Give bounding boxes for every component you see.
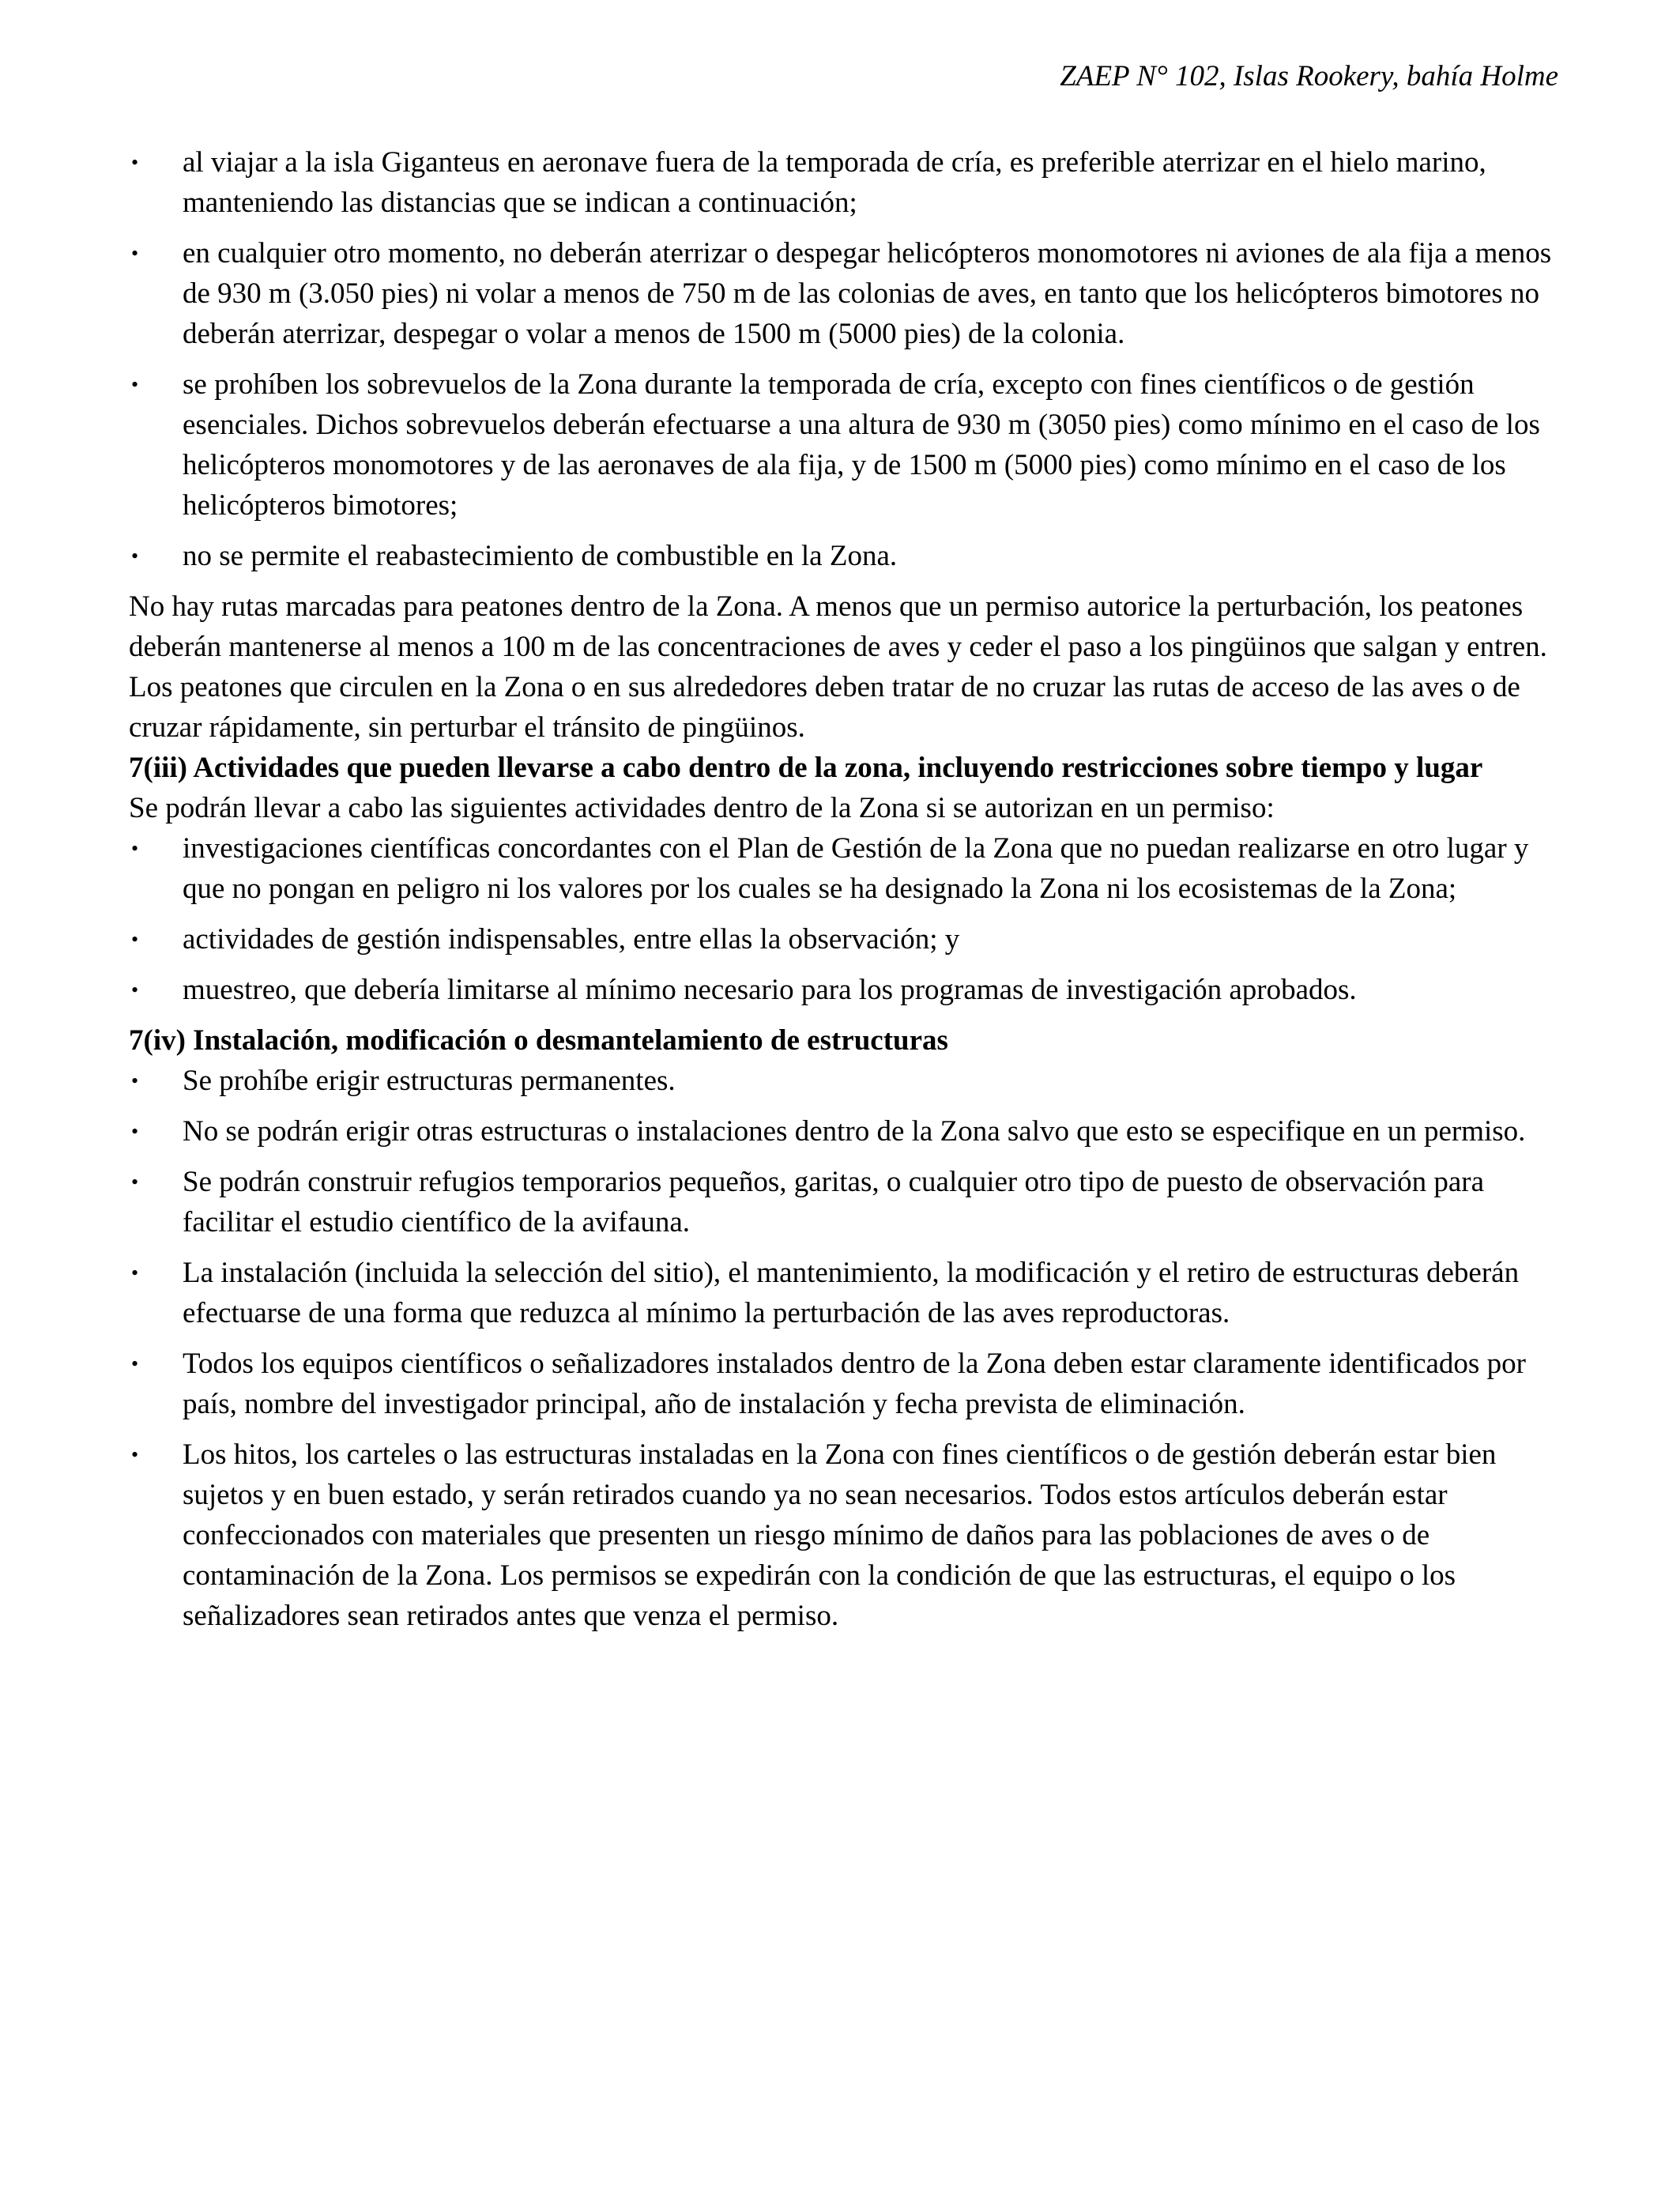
section-heading-7iii: 7(iii) Actividades que pueden llevarse a cabo dentro de la zona, incluyendo restricciones sobre tiempo y lugar — [129, 752, 1483, 784]
bullet-icon: • — [131, 1069, 139, 1092]
list-item — [129, 1162, 1561, 1242]
bullet-icon: • — [131, 1261, 139, 1284]
bullet-icon: • — [131, 928, 139, 951]
bullet-icon: • — [131, 373, 139, 396]
pedestrian-paragraph: No hay rutas marcadas para peatones dentro de la Zona. A menos que un permiso autorice la perturbación, los peatones deberán mantenerse al menos a 100 m de las concentraciones de aves y ceder el paso a los pingüinos que salgan y entren. Los peatones que circulen en la Zona o en sus alrededores deben tratar de no cruzar las rutas de acceso de las aves o de cruzar rápidamente, sin perturbar el tránsito de pingüinos. — [129, 590, 1547, 744]
list-item-text: en cualquier otro momento, no deberán aterrizar o despegar helicópteros monomotores ni aviones de ala fija a menos de 930 m (3.050 pies) ni volar a menos de 750 m de las colonias de aves, en tanto que los helicópteros bimotores no deberán aterrizar, despegar o volar a menos de 1500 m (5000 pies) de la colonia. — [183, 237, 1552, 350]
list-item — [129, 364, 1561, 526]
list-item — [129, 233, 1561, 354]
activities-list — [129, 828, 1561, 1010]
bullet-icon: • — [131, 837, 139, 860]
list-item-text: no se permite el reabastecimiento de combustible en la Zona. — [183, 540, 898, 572]
list-item — [129, 536, 1561, 576]
list-item-text: muestreo, que debería limitarse al mínimo necesario para los programas de investigación aprobados. — [183, 974, 1357, 1006]
list-item — [129, 1061, 1561, 1101]
list-item — [129, 1434, 1561, 1636]
bullet-icon: • — [131, 1443, 139, 1466]
section-heading-7iv: 7(iv) Instalación, modificación o desmantelamiento de estructuras — [129, 1024, 948, 1057]
list-item — [129, 1253, 1561, 1333]
bullet-icon: • — [131, 1352, 139, 1375]
list-item-text: se prohíben los sobrevuelos de la Zona durante la temporada de cría, excepto con fines científicos o de gestión esenciales. Dichos sobrevuelos deberán efectuarse a una altura de 930 m (3050 pies) como mínimo en el caso de los helicópteros monomotores y de las aeronaves de ala fija, y de 1500 m (5000 pies) como mínimo en el caso de los helicópteros bimotores; — [183, 368, 1540, 522]
list-item-text: Todos los equipos científicos o señalizadores instalados dentro de la Zona deben estar claramente identificados por país, nombre del investigador principal, año de instalación y fecha prevista de eliminación. — [183, 1348, 1526, 1420]
bullet-icon: • — [131, 242, 139, 265]
bullet-icon: • — [131, 151, 139, 174]
list-item — [129, 919, 1561, 959]
list-item-text: Se podrán construir refugios temporarios pequeños, garitas, o cualquier otro tipo de puesto de observación para facilitar el estudio científico de la avifauna. — [183, 1166, 1485, 1238]
bullet-icon: • — [131, 1120, 139, 1143]
list-item-text: La instalación (incluida la selección del sitio), el mantenimiento, la modificación y el retiro de estructuras deberán efectuarse de una forma que reduzca al mínimo la perturbación de las aves reproductoras. — [183, 1257, 1520, 1329]
bullet-icon: • — [131, 978, 139, 1001]
list-item-text: Los hitos, los carteles o las estructuras instaladas en la Zona con fines científicos o de gestión deberán estar bien sujetos y en buen estado, y serán retirados cuando ya no sean necesarios. Todos estos artículos deberán estar confeccionados con materiales que presenten un riesgo mínimo de daños para las poblaciones de aves o de contaminación de la Zona. Los permisos se expedirán con la condición de que las estructuras, el equipo o los señalizadores sean retirados antes que venza el permiso. — [183, 1438, 1497, 1632]
list-item-text: Se prohíbe erigir estructuras permanentes. — [183, 1065, 676, 1097]
list-item-text: actividades de gestión indispensables, entre ellas la observación; y — [183, 923, 960, 956]
bullet-icon: • — [131, 545, 139, 567]
section-7iii-lead: Se podrán llevar a cabo las siguientes actividades dentro de la Zona si se autorizan en un permiso: — [129, 792, 1275, 824]
structures-list — [129, 1061, 1561, 1636]
list-item — [129, 970, 1561, 1010]
list-item-text: No se podrán erigir otras estructuras o instalaciones dentro de la Zona salvo que esto se especifique en un permiso. — [183, 1115, 1526, 1148]
list-item — [129, 828, 1561, 909]
list-item — [129, 1111, 1561, 1152]
aircraft-rules-list — [129, 142, 1561, 576]
list-item-text: al viajar a la isla Giganteus en aeronave fuera de la temporada de cría, es preferible aterrizar en el hielo marino, manteniendo las distancias que se indican a continuación; — [183, 146, 1486, 219]
running-header: ZAEP N° 102, Islas Rookery, bahía Holme — [1060, 60, 1558, 92]
page-content — [129, 142, 1561, 1646]
list-item-text: investigaciones científicas concordantes con el Plan de Gestión de la Zona que no puedan realizarse en otro lugar y que no pongan en peligro ni los valores por los cuales se ha designado la Zona ni los ecosistemas de la Zona; — [183, 832, 1529, 905]
list-item — [129, 142, 1561, 223]
bullet-icon: • — [131, 1171, 139, 1193]
list-item — [129, 1344, 1561, 1424]
